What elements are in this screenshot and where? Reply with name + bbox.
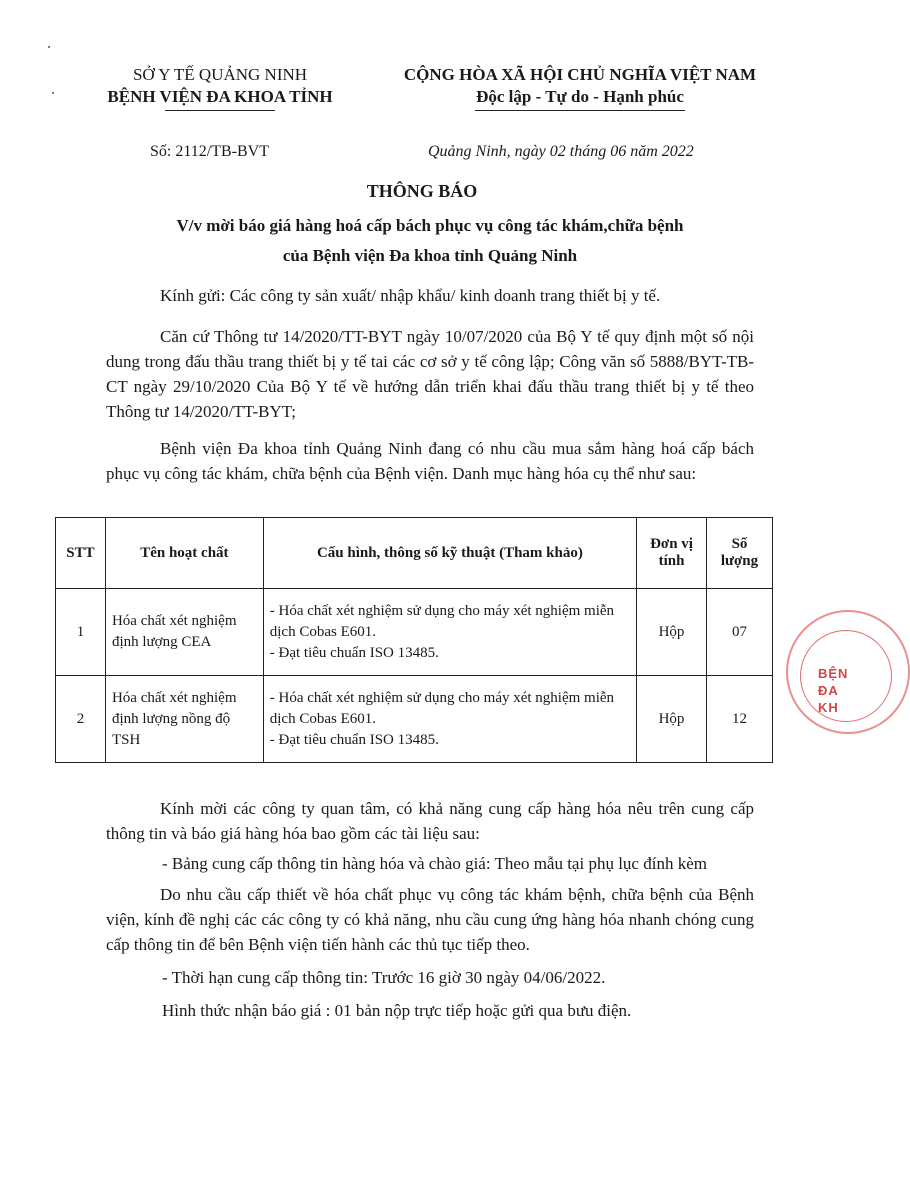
spec-line: - Hóa chất xét nghiệm sử dụng cho máy xét nghiệm miễn dịch Cobas E601. [269, 689, 615, 727]
header-qty: Số lượng [706, 518, 772, 589]
paragraph-urgency: Do nhu cầu cấp thiết về hóa chất phục vụ công tác khám bệnh, chữa bệnh của Bệnh viện, kính đề nghị các các công ty có khả năng, nhu cầu cung ứng hàng hóa nhanh chóng cung cấp thông tin để bên Bệnh viện tiến hành các thủ tục tiếp theo. [106, 885, 754, 954]
cell-qty: 07 [706, 589, 772, 676]
cell-name: Hóa chất xét nghiệm định lượng CEA [105, 589, 263, 676]
issuer-header [70, 64, 370, 111]
issuer-underline [165, 110, 275, 111]
table-row [56, 676, 773, 763]
items-table [55, 517, 773, 763]
cell-spec [263, 589, 636, 676]
seal-line-2: ĐA KH [818, 683, 839, 715]
header-unit: Đơn vị tính [637, 518, 707, 589]
official-seal-text [818, 665, 848, 716]
paragraph-legal-basis: Căn cứ Thông tư 14/2020/TT-BYT ngày 10/07/2020 của Bộ Y tế quy định một số nội dung trong đấu thầu trang thiết bị y tế tai các cơ sở y tế công lập; Công văn số 5888/BYT-TB-CT ngày 29/10/2020 Của Bộ Y tế về hướng dẫn triển khai đấu thầu trang thiết bị y tế theo Thông tư 14/2020/TT-BYT; [106, 327, 754, 421]
paragraph-submission: Hình thức nhận báo giá : 01 bản nộp trực tiếp hoặc gửi qua bưu điện. [162, 1001, 632, 1020]
paragraph-need: Bệnh viện Đa khoa tỉnh Quảng Ninh đang có nhu cầu mua sắm hàng hoá cấp bách phục vụ công tác khám, chữa bệnh của Bệnh viện. Danh mục hàng hóa cụ thể như sau: [106, 439, 754, 483]
motto-underline [475, 110, 685, 111]
document-subject [100, 211, 760, 271]
salutation: Kính gửi: Các công ty sản xuất/ nhập khẩu/ kinh doanh trang thiết bị y tế. [160, 286, 661, 305]
cell-stt: 1 [56, 589, 106, 676]
subject-line-1: V/v mời báo giá hàng hoá cấp bách phục vụ công tác khám,chữa bệnh [176, 216, 684, 235]
issuer-hospital: BỆNH VIỆN ĐA KHOA TỈNH [107, 87, 333, 106]
cell-stt: 2 [56, 676, 106, 763]
header-stt: STT [56, 518, 106, 589]
subject-line-2: của Bệnh viện Đa khoa tỉnh Quảng Ninh [282, 246, 578, 265]
table-row [56, 589, 773, 676]
paragraph-deadline: - Thời hạn cung cấp thông tin: Trước 16 giờ 30 ngày 04/06/2022. [162, 968, 606, 987]
cell-qty: 12 [706, 676, 772, 763]
spec-line: - Đạt tiêu chuẩn ISO 13485. [269, 644, 439, 661]
cell-unit: Hộp [637, 589, 707, 676]
scan-speck [52, 92, 54, 94]
cell-unit: Hộp [637, 676, 707, 763]
scan-speck [48, 46, 50, 48]
paragraph-invitation: Kính mời các công ty quan tâm, có khả năng cung cấp hàng hóa nêu trên cung cấp thông tin và báo giá hàng hóa bao gồm các tài liệu sau: [106, 799, 754, 843]
national-header [385, 64, 775, 111]
paragraph-quote-form: - Bảng cung cấp thông tin hàng hóa và chào giá: Theo mẫu tại phụ lục đính kèm [162, 854, 707, 873]
issuer-department: SỞ Y TẾ QUẢNG NINH [132, 65, 308, 84]
document-date: Quảng Ninh, ngày 02 tháng 06 năm 2022 [428, 143, 694, 160]
national-title: CỘNG HÒA XÃ HỘI CHỦ NGHĨA VIỆT NAM [403, 65, 757, 84]
national-motto: Độc lập - Tự do - Hạnh phúc [476, 87, 684, 106]
header-name: Tên hoạt chất [105, 518, 263, 589]
spec-line: - Hóa chất xét nghiệm sử dụng cho máy xét nghiệm miễn dịch Cobas E601. [269, 602, 615, 640]
cell-spec [263, 676, 636, 763]
document-number: Số: 2112/TB-BVT [150, 143, 269, 160]
cell-name: Hóa chất xét nghiệm định lượng nồng độ TSH [105, 676, 263, 763]
table-header-row [56, 518, 773, 589]
seal-line-1: BỆN [818, 666, 849, 681]
document-title: THÔNG BÁO [366, 181, 478, 201]
spec-line: - Đạt tiêu chuẩn ISO 13485. [269, 731, 439, 748]
header-spec: Cấu hình, thông số kỹ thuật (Tham khảo) [263, 518, 636, 589]
